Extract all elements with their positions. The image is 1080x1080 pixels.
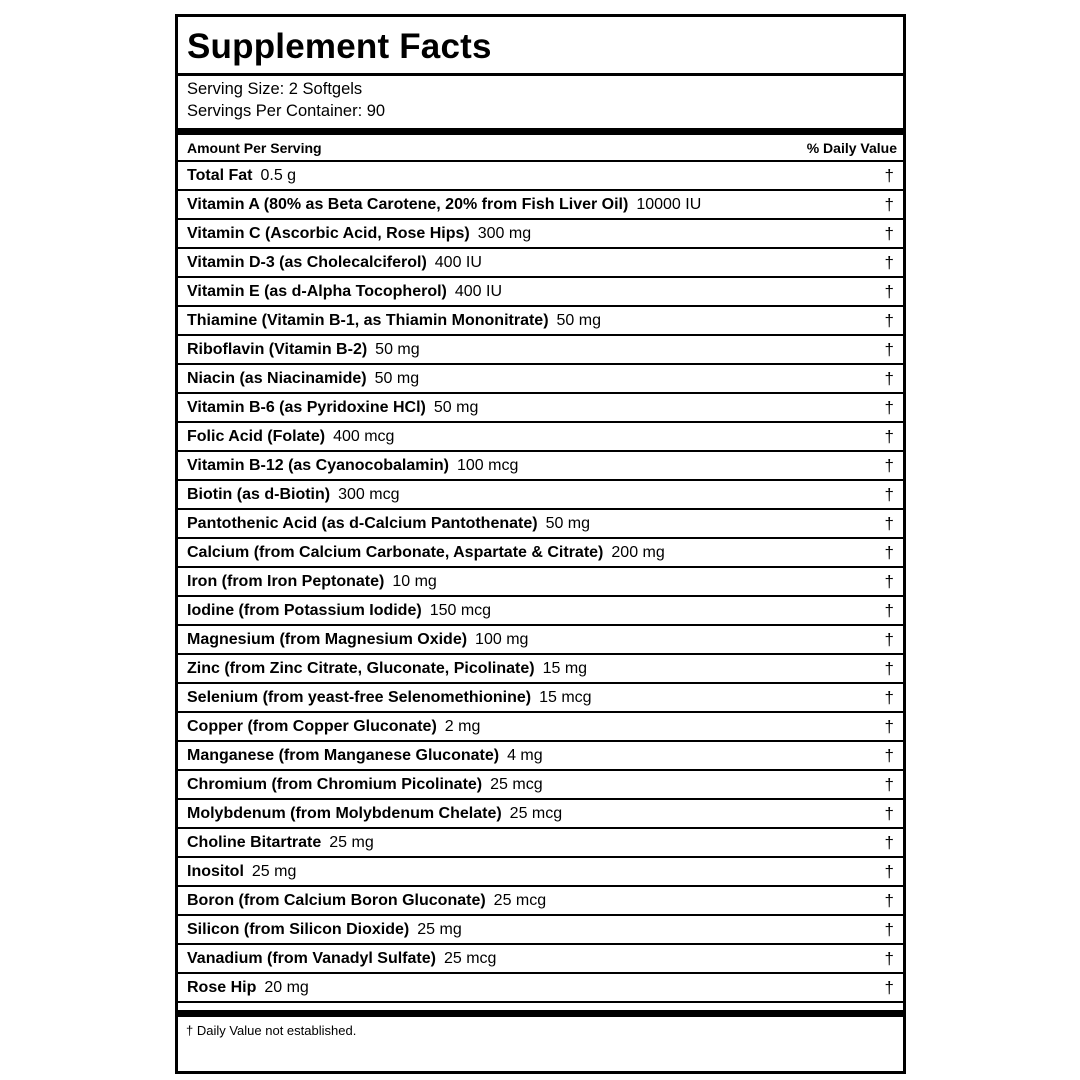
daily-value-dagger: † <box>884 600 894 620</box>
nutrient-entry <box>187 805 562 823</box>
nutrient-amount: 50 mg <box>433 398 479 416</box>
nutrient-entry <box>187 254 482 272</box>
nutrient-entry <box>187 167 296 185</box>
daily-value-dagger: † <box>884 484 894 504</box>
nutrient-entry <box>187 486 399 504</box>
daily-value-dagger: † <box>884 339 894 359</box>
nutrient-name: Vitamin C (Ascorbic Acid, Rose Hips) <box>187 224 470 242</box>
nutrient-row <box>178 539 903 568</box>
nutrient-name: Vitamin B-6 (as Pyridoxine HCl) <box>187 398 426 416</box>
nutrient-row <box>178 887 903 916</box>
nutrient-row <box>178 510 903 539</box>
nutrient-row <box>178 191 903 220</box>
nutrient-entry <box>187 196 701 214</box>
nutrient-row <box>178 336 903 365</box>
daily-value-dagger: † <box>884 832 894 852</box>
nutrient-name: Vitamin E (as d-Alpha Tocopherol) <box>187 282 447 300</box>
nutrient-list <box>178 162 903 1003</box>
daily-value-dagger: † <box>884 919 894 939</box>
nutrient-row <box>178 452 903 481</box>
nutrient-entry <box>187 718 480 736</box>
nutrient-amount: 20 mg <box>264 978 309 996</box>
nutrient-entry <box>187 689 592 707</box>
nutrient-name: Biotin (as d-Biotin) <box>187 485 331 503</box>
nutrient-row <box>178 800 903 829</box>
daily-value-dagger: † <box>884 397 894 417</box>
nutrient-amount: 4 mg <box>507 746 543 764</box>
nutrient-name: Riboflavin (Vitamin B-2) <box>187 340 368 358</box>
nutrient-row <box>178 945 903 974</box>
nutrient-name: Vitamin A (80% as Beta Carotene, 20% from Fish Liver Oil) <box>187 195 629 213</box>
nutrient-row <box>178 307 903 336</box>
nutrient-amount: 25 mcg <box>509 804 563 822</box>
nutrient-amount: 25 mcg <box>443 949 497 967</box>
nutrient-row <box>178 684 903 713</box>
nutrient-row <box>178 278 903 307</box>
nutrient-amount: 25 mg <box>251 862 297 880</box>
nutrient-amount: 15 mcg <box>539 688 592 706</box>
serving-info <box>178 76 903 128</box>
nutrient-entry <box>187 921 462 939</box>
nutrient-amount: 50 mg <box>545 514 591 532</box>
nutrient-name: Iron (from Iron Peptonate) <box>187 572 385 590</box>
nutrient-amount: 100 mcg <box>457 456 519 474</box>
daily-value-dagger: † <box>884 281 894 301</box>
nutrient-name: Vanadium (from Vanadyl Sulfate) <box>187 949 436 967</box>
nutrient-name: Rose Hip <box>187 978 257 996</box>
nutrient-entry <box>187 341 420 359</box>
nutrient-amount: 25 mg <box>329 833 374 851</box>
nutrient-entry <box>187 573 437 591</box>
nutrient-entry <box>187 515 590 533</box>
nutrient-row <box>178 394 903 423</box>
nutrient-entry <box>187 544 665 562</box>
servings-per-container: Servings Per Container: 90 <box>187 101 386 120</box>
nutrient-entry <box>187 950 496 968</box>
nutrient-entry <box>187 312 601 330</box>
nutrient-entry <box>187 892 546 910</box>
daily-value-dagger: † <box>884 977 894 997</box>
nutrient-amount: 0.5 g <box>260 166 297 184</box>
daily-value-dagger: † <box>884 948 894 968</box>
amount-per-serving-label: Amount Per Serving <box>187 139 322 156</box>
nutrient-name: Magnesium (from Magnesium Oxide) <box>187 630 468 648</box>
nutrient-amount: 2 mg <box>444 717 481 735</box>
column-header <box>178 135 903 162</box>
nutrient-entry <box>187 370 419 388</box>
daily-value-dagger: † <box>884 165 894 185</box>
nutrient-name: Boron (from Calcium Boron Gluconate) <box>187 891 486 909</box>
nutrient-amount: 300 mcg <box>338 485 400 503</box>
daily-value-dagger: † <box>884 774 894 794</box>
nutrient-name: Pantothenic Acid (as d-Calcium Pantothenate) <box>187 514 538 532</box>
daily-value-dagger: † <box>884 542 894 562</box>
nutrient-name: Copper (from Copper Gluconate) <box>187 717 437 735</box>
serving-size: Serving Size: 2 Softgels <box>187 80 363 98</box>
nutrient-name: Inositol <box>187 862 244 880</box>
nutrient-name: Calcium (from Calcium Carbonate, Aspartate & Citrate) <box>187 543 604 561</box>
daily-value-dagger: † <box>884 716 894 736</box>
nutrient-row <box>178 858 903 887</box>
nutrient-amount: 50 mg <box>375 340 420 358</box>
daily-value-dagger: † <box>884 745 894 765</box>
daily-value-dagger: † <box>884 223 894 243</box>
supplement-facts-panel <box>175 14 906 1074</box>
daily-value-dagger: † <box>884 513 894 533</box>
daily-value-dagger: † <box>884 890 894 910</box>
nutrient-amount: 300 mg <box>477 224 532 242</box>
nutrient-name: Selenium (from yeast-free Selenomethionine) <box>187 688 532 706</box>
daily-value-dagger: † <box>884 252 894 272</box>
nutrient-name: Iodine (from Potassium Iodide) <box>187 601 422 619</box>
nutrient-name: Vitamin B-12 (as Cyanocobalamin) <box>187 456 449 474</box>
nutrient-row <box>178 626 903 655</box>
thick-divider <box>178 128 903 135</box>
daily-value-dagger: † <box>884 861 894 881</box>
daily-value-dagger: † <box>884 368 894 388</box>
nutrient-row <box>178 249 903 278</box>
nutrient-row <box>178 162 903 191</box>
nutrient-entry <box>187 834 374 852</box>
nutrient-entry <box>187 399 478 417</box>
nutrient-name: Niacin (as Niacinamide) <box>187 369 367 387</box>
nutrient-row <box>178 423 903 452</box>
footnote: † Daily Value not established. <box>186 1023 357 1038</box>
nutrient-amount: 400 IU <box>454 282 503 300</box>
nutrient-amount: 10 mg <box>392 572 437 590</box>
nutrient-amount: 400 mcg <box>333 427 395 445</box>
nutrient-amount: 100 mg <box>475 630 529 648</box>
nutrient-entry <box>187 747 543 765</box>
nutrient-entry <box>187 225 531 243</box>
nutrient-row <box>178 655 903 684</box>
nutrient-row <box>178 713 903 742</box>
nutrient-name: Total Fat <box>187 166 253 184</box>
nutrient-amount: 10000 IU <box>636 195 702 213</box>
daily-value-label: % Daily Value <box>806 139 897 156</box>
panel-title: Supplement Facts <box>178 17 903 76</box>
nutrient-entry <box>187 602 491 620</box>
nutrient-amount: 50 mg <box>374 369 420 387</box>
nutrient-entry <box>187 428 394 446</box>
nutrient-name: Zinc (from Zinc Citrate, Gluconate, Picolinate) <box>187 659 535 677</box>
nutrient-entry <box>187 283 502 301</box>
nutrient-entry <box>187 660 587 678</box>
nutrient-name: Molybdenum (from Molybdenum Chelate) <box>187 804 502 822</box>
nutrient-row <box>178 597 903 626</box>
thick-divider-bottom <box>178 1010 903 1017</box>
nutrient-name: Manganese (from Manganese Gluconate) <box>187 746 500 764</box>
nutrient-name: Vitamin D-3 (as Cholecalciferol) <box>187 253 427 271</box>
nutrient-amount: 15 mg <box>542 659 588 677</box>
nutrient-row <box>178 365 903 394</box>
nutrient-entry <box>187 979 309 997</box>
nutrient-amount: 25 mcg <box>490 775 543 793</box>
nutrient-row <box>178 481 903 510</box>
nutrient-amount: 50 mg <box>556 311 601 329</box>
nutrient-entry <box>187 457 518 475</box>
daily-value-dagger: † <box>884 629 894 649</box>
nutrient-amount: 200 mg <box>611 543 665 561</box>
daily-value-dagger: † <box>884 658 894 678</box>
nutrient-name: Folic Acid (Folate) <box>187 427 326 445</box>
nutrient-row <box>178 568 903 597</box>
nutrient-entry <box>187 863 296 881</box>
nutrient-amount: 25 mcg <box>493 891 547 909</box>
daily-value-dagger: † <box>884 310 894 330</box>
daily-value-dagger: † <box>884 455 894 475</box>
nutrient-name: Chromium (from Chromium Picolinate) <box>187 775 483 793</box>
nutrient-entry <box>187 631 528 649</box>
nutrient-row <box>178 974 903 1003</box>
nutrient-row <box>178 742 903 771</box>
daily-value-dagger: † <box>884 194 894 214</box>
nutrient-entry <box>187 776 543 794</box>
nutrient-amount: 400 IU <box>434 253 482 271</box>
daily-value-dagger: † <box>884 803 894 823</box>
nutrient-row <box>178 220 903 249</box>
nutrient-row <box>178 771 903 800</box>
daily-value-dagger: † <box>884 687 894 707</box>
daily-value-dagger: † <box>884 426 894 446</box>
nutrient-row <box>178 829 903 858</box>
daily-value-dagger: † <box>884 571 894 591</box>
nutrient-amount: 25 mg <box>417 920 462 938</box>
nutrient-name: Thiamine (Vitamin B-1, as Thiamin Mononitrate) <box>187 311 549 329</box>
nutrient-amount: 150 mcg <box>429 601 492 619</box>
nutrient-name: Choline Bitartrate <box>187 833 322 851</box>
nutrient-row <box>178 916 903 945</box>
nutrient-name: Silicon (from Silicon Dioxide) <box>187 920 410 938</box>
